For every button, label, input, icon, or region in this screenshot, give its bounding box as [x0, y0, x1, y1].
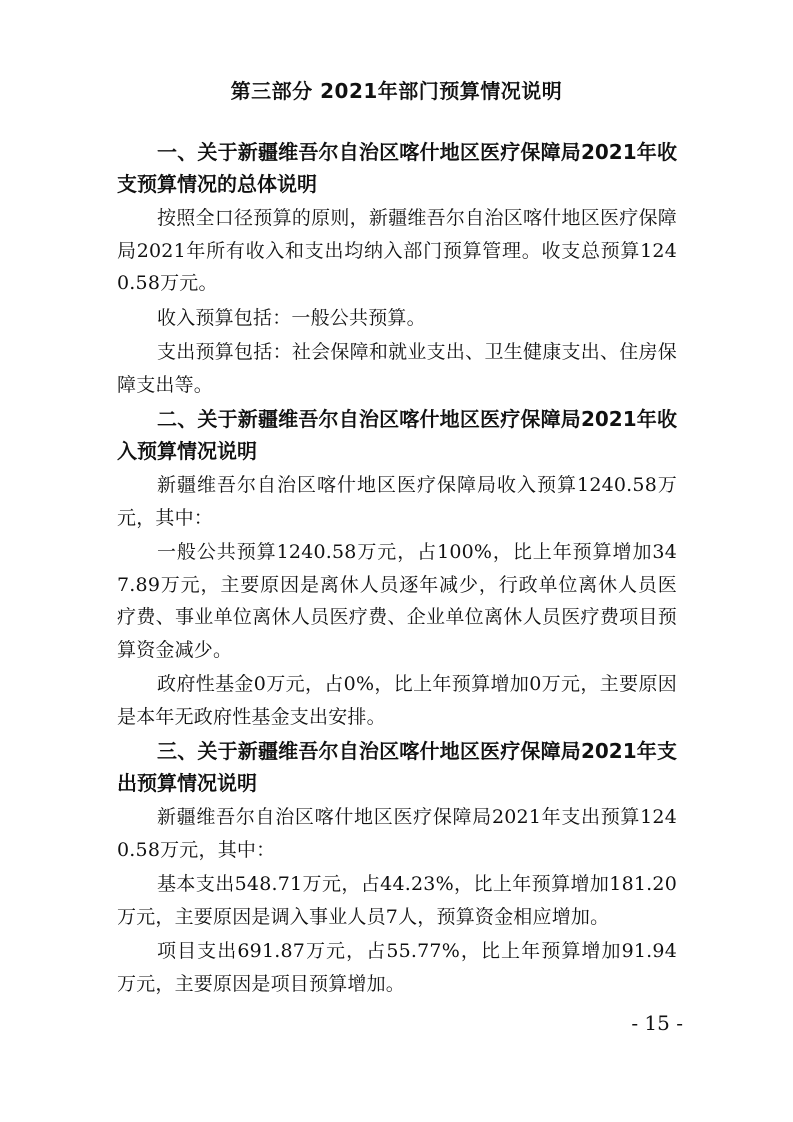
page-title: 第三部分 2021年部门预算情况说明: [230, 79, 563, 103]
document-body: [117, 136, 677, 1002]
paragraph: 一般公共预算1240.58万元，占100%，比上年预算增加347.89万元，主要原因是离休人员逐年减少，行政单位离休人员医疗费、事业单位离休人员医疗费、企业单位离休人员医疗费项目预算资金减少。: [117, 541, 677, 661]
paragraph: 按照全口径预算的原则，新疆维吾尔自治区喀什地区医疗保障局2021年所有收入和支出均纳入部门预算管理。收支总预算1240.58万元。: [117, 207, 677, 294]
paragraph: 项目支出691.87万元，占55.77%，比上年预算增加91.94万元，主要原因是项目预算增加。: [117, 940, 677, 995]
section-heading: 二、关于新疆维吾尔自治区喀什地区医疗保障局2021年收入预算情况说明: [117, 407, 677, 463]
section-heading: 一、关于新疆维吾尔自治区喀什地区医疗保障局2021年收支预算情况的总体说明: [117, 140, 677, 196]
paragraph: 支出预算包括：社会保障和就业支出、卫生健康支出、住房保障支出等。: [117, 341, 677, 396]
section-expenditure-budget: [117, 735, 677, 1000]
paragraph: 收入预算包括：一般公共预算。: [157, 306, 426, 329]
paragraph: 新疆维吾尔自治区喀什地区医疗保障局2021年支出预算1240.58万元，其中：: [117, 806, 677, 861]
page-number: - 15 -: [631, 1011, 683, 1035]
section-income-budget: [117, 403, 677, 733]
paragraph: 基本支出548.71万元，占44.23%，比上年预算增加181.20万元，主要原因是调入事业人员7人，预算资金相应增加。: [117, 873, 677, 928]
section-heading: 三、关于新疆维吾尔自治区喀什地区医疗保障局2021年支出预算情况说明: [117, 739, 677, 795]
section-overall-budget: [117, 136, 677, 401]
paragraph: 政府性基金0万元，占0%，比上年预算增加0万元，主要原因是本年无政府性基金支出安排。: [117, 673, 677, 728]
paragraph: 新疆维吾尔自治区喀什地区医疗保障局收入预算1240.58万元，其中：: [117, 474, 677, 529]
